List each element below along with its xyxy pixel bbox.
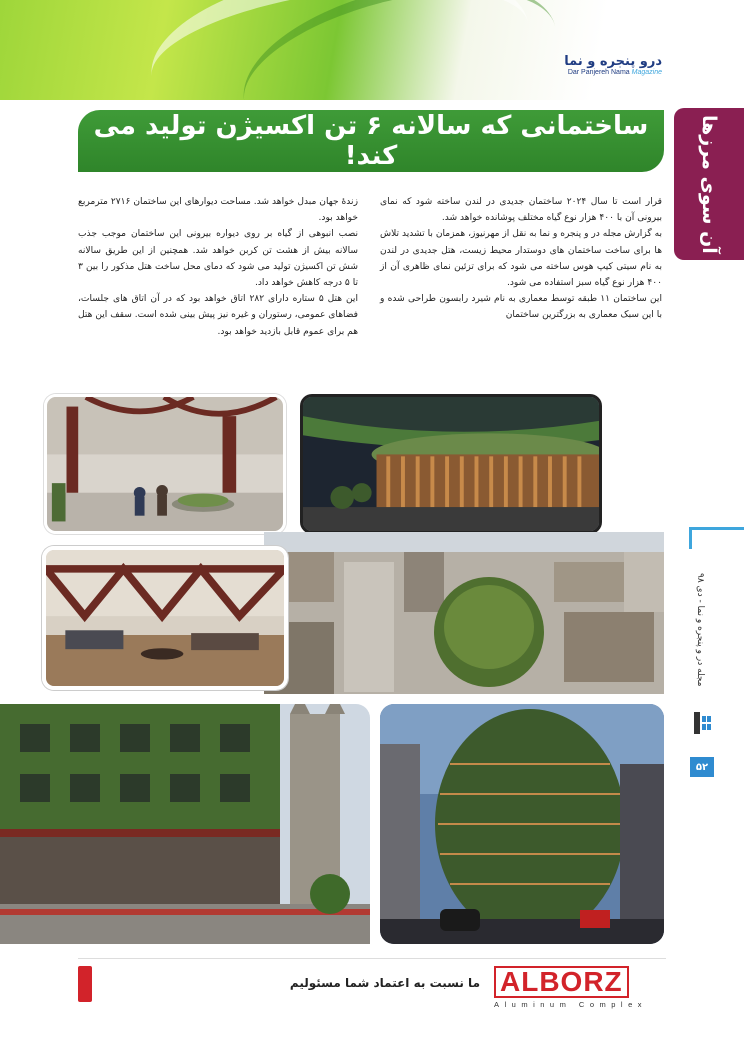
paragraph: نصب انبوهی از گیاه بر روی دیواره بیرونی این ساختمان موجب جذب سالانه بیش از هشت تن کربن خواهد شد. همچنین از این طریق سالانه شش تن اکسیژن تولید می شود که دمای محل ساخت هتل مذکور را بین ۳ تا ۵ درجه کاهش خواهد داد. [78,229,358,289]
logo-sub-right: Magazine [631,69,662,76]
side-accent-line [689,527,744,530]
logo-title: درو پنجره و نما [564,54,662,69]
paragraph: این ساختمان ۱۱ طبقه توسط معماری به نام شیرد رابسون طراحی شده و با این سبک معماری به بزرگترین ساختمان [380,294,662,321]
paragraph: قرار است تا سال ۲۰۲۴ ساختمان جدیدی در لندن ساخته شود که نمای بیرونی آن با ۴۰۰ هزار نوع گیاه مختلف پوشانده خواهد شد. [380,197,662,224]
magazine-logo[interactable] [542,54,662,76]
footer-divider [78,958,666,959]
section-tab[interactable] [674,108,744,260]
photo-tower-dusk [380,704,664,944]
paragraph: زندۀ جهان مبدل خواهد شد. مساحت دیوارهای این ساختمان ۲۷۱۶ مترمربع خواهد بود. [78,197,358,224]
photo-aerial-city [264,532,664,694]
article-title: ساختمانی که سالانه ۶ تن اکسیژن تولید می کند! [93,111,649,171]
paragraph: به گزارش مجله در و پنجره و نما به نقل از مهرنیوز، همزمان با تشدید تلاش ها برای ساخت ساختمان های دوستدار محیط زیست، هتل جدیدی در لندن به نام سیتی کیپ هوس ساخته می شود که برای تزئین نمای ظاهری آن از ۴۰۰ هزار نوع گیاه سبز استفاده می شود. [380,229,662,289]
brand-logo[interactable] [494,966,666,1009]
logo-subtitle [542,69,662,76]
photo-night-exterior [300,394,602,534]
photo-lobby [44,394,286,534]
issue-text: مجله در و پنجره و نما - دی ۹۸ [695,573,705,687]
brand-subtitle: Aluminum Complex [494,1000,648,1009]
page-number: ۵۲ [690,757,714,777]
brand-name: ALBORZ [494,966,629,998]
window-icon [694,712,712,734]
side-accent-stub [689,527,692,549]
article-column-left [78,194,358,340]
article-title-bar [78,110,664,172]
issue-label [690,560,710,700]
photo-street-facade [0,704,370,944]
advertiser-mark [78,966,92,1002]
photo-interior-lounge [42,546,288,690]
footer-slogan: ما نسبت به اعتماد شما مسئولیم [289,976,480,990]
paragraph: این هتل ۵ ستاره دارای ۲۸۲ اتاق خواهد بود که در آن اتاق های جلسات، فضاهای عمومی، رستوران و غیره نیز پیش بینی شده است. سقف این هتل هم برای عموم قابل بازدید خواهد بود. [78,294,358,337]
logo-sub-left: Dar Panjereh Nama [567,69,630,76]
article-column-right [380,194,662,324]
top-banner [0,0,744,100]
section-tab-label: آن سوی مرزها [698,114,720,254]
